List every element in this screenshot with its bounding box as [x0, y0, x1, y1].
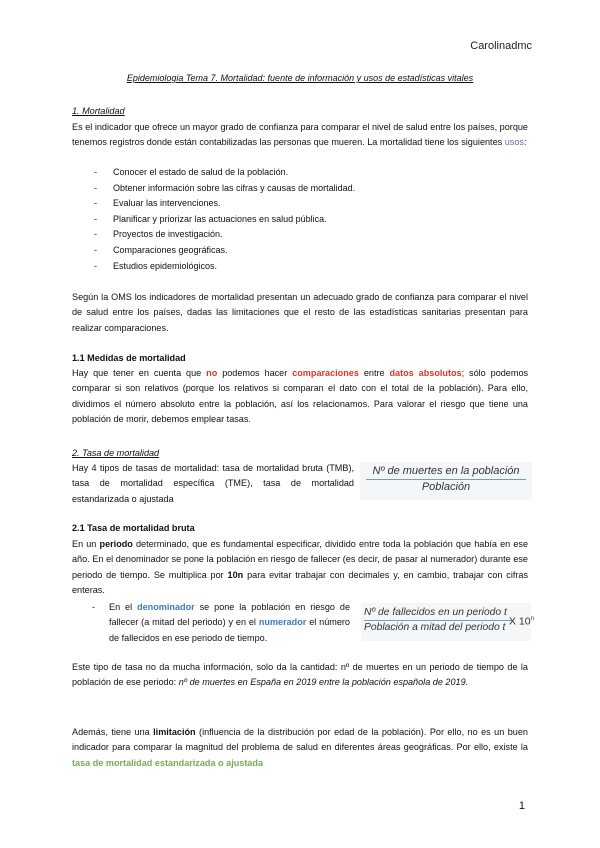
- paragraph-text: Es el indicador que ofrece un mayor grado de confianza para comparar el nivel de salud entre los países, porque tenemos registros donde están contabilizadas las personas que mueren. La mortalidad tiene los siguientes: [72, 122, 528, 148]
- list-item: - Estudios epidemiológicos.: [92, 259, 512, 275]
- list-item: - Obtener información sobre las cifras y causas de mortalidad.: [92, 181, 512, 197]
- formula-denominator: Población: [421, 481, 471, 493]
- uses-list-container: [92, 165, 512, 274]
- paragraph-text: podemos hacer: [222, 368, 288, 378]
- dash-bullet: -: [92, 602, 96, 612]
- bullet-paragraph: [92, 600, 350, 646]
- section-1-paragraph: [72, 120, 528, 151]
- formula-tmb-detailed: [361, 603, 534, 641]
- paragraph-text: (influencia de la distribución por edad de la población). Por ello, no es un buen indicador para comparar la magnitud del problema de salud en diferentes áreas geográficas. Por ello, existe la: [72, 727, 528, 753]
- paragraph-text: En un: [72, 539, 97, 549]
- multiplier-exponent: n: [530, 616, 534, 622]
- paragraph-text: el número de fallecidos en ese periodo de tiempo.: [109, 617, 350, 643]
- fraction-line: [364, 620, 513, 621]
- section-1-1-paragraph: [72, 366, 528, 427]
- page-number: 1: [518, 800, 525, 812]
- multiplier: [509, 612, 534, 630]
- list-item: - Conocer el estado de salud de la población.: [92, 165, 512, 181]
- list-item: - Evaluar las intervenciones.: [92, 196, 512, 212]
- paragraph-text: ; sólo podemos comparar si son relativos (porque los relativos si comparan el dato con el total de la población). Para ello, dividimos el número absoluto entre la población, así los relacionamos. Para valorar el riesgo que tiene una población de morir, debemos emplear tasas.: [72, 368, 529, 424]
- usos-highlight: usos: [504, 137, 524, 148]
- paragraph-text: para evitar trabajar con decimales y, en cambio, trabajar con cifras enteras.: [72, 569, 529, 595]
- limitacion-bold: limitación: [153, 727, 196, 737]
- paragraph-text: Este tipo de tasa no da mucha información, solo da la cantidad: nº de muertes en un periodo de tiempo de la población de ese periodo:: [72, 662, 528, 688]
- formula-denominator: Población a mitad del periodo t: [364, 622, 506, 633]
- formula-denominator-row: [361, 620, 531, 635]
- list-item: - Comparaciones geográficas.: [92, 243, 512, 259]
- formula-numerator-row: [361, 605, 514, 620]
- multiplier-base: X 10: [509, 615, 531, 628]
- section-2-1-paragraph-2: [72, 660, 528, 691]
- formula-tmb: [360, 462, 532, 500]
- paragraph-text: En el: [109, 602, 133, 612]
- oms-paragraph: Según la OMS los indicadores de mortalidad presentan un adecuado grado de confianza para comparar el nivel de salud entre los países, dadas las limitaciones que el resto de las estadísticas sanitarias presentan para realizar comparaciones.: [72, 292, 528, 333]
- document-title: Epidemiologia Tema 7. Mortalidad: fuente de información y usos de estadísticas vitales: [126, 73, 474, 83]
- section-2-1-paragraph-3: [72, 725, 528, 771]
- uses-list: [92, 165, 512, 274]
- datos-absolutos-highlight: datos absolutos: [389, 368, 462, 378]
- section-2-paragraph: Hay 4 tipos de tasas de mortalidad: tasa de mortalidad bruta (TMB), tasa de mortalidad específica (TME), tasa de mortalidad estandarizada o ajustada: [72, 463, 354, 504]
- section-1-1-heading: 1.1 Medidas de mortalidad: [72, 353, 186, 363]
- paragraph-text: determinado, que es fundamental especificar, dividido entre toda la población que había en ese año. En el denominador se pone la población en riesgo de fallecer (es decir, de pasar al numerador) durante ese periodo de tiempo. Se multiplica por: [72, 539, 529, 580]
- formula-numerator: Nº de fallecidos en un periodo t: [364, 607, 507, 618]
- section-2-heading: 2. Tasa de mortalidad: [72, 448, 160, 458]
- paragraph-text: se pone la población en riesgo de fallecer (a mitad del periodo) y en el: [109, 602, 350, 628]
- section-2-1-paragraph: [72, 537, 528, 598]
- bullet-text: [92, 600, 350, 646]
- colon: :: [523, 137, 527, 148]
- paragraph-text: entre: [363, 368, 385, 378]
- author-name: Carolinadmc: [470, 40, 532, 52]
- paragraph-text: Hay que tener en cuenta que: [72, 368, 202, 378]
- ten-n-bold: 10n: [227, 569, 244, 580]
- tasa-estandarizada-highlight: tasa de mortalidad estandarizada o ajustada: [72, 757, 264, 768]
- list-item: - Proyectos de investigación.: [92, 227, 512, 243]
- list-item: - Planificar y priorizar las actuaciones en salud pública.: [92, 212, 512, 228]
- numerador-highlight: numerador: [258, 617, 307, 628]
- no-highlight: no: [206, 368, 218, 378]
- paragraph-text: Además, tiene una: [72, 727, 150, 737]
- periodo-bold: periodo: [99, 539, 133, 549]
- denominador-highlight: denominador: [137, 602, 195, 612]
- comparaciones-highlight: comparaciones: [292, 368, 359, 378]
- example-text: nº de muertes en España en 2019 entre la población española de 2019.: [178, 677, 469, 688]
- section-2-1-heading: 2.1 Tasa de mortalidad bruta: [72, 523, 195, 533]
- formula-numerator: Nº de muertes en la población: [372, 465, 520, 477]
- section-1-heading: 1. Mortalidad: [72, 106, 125, 116]
